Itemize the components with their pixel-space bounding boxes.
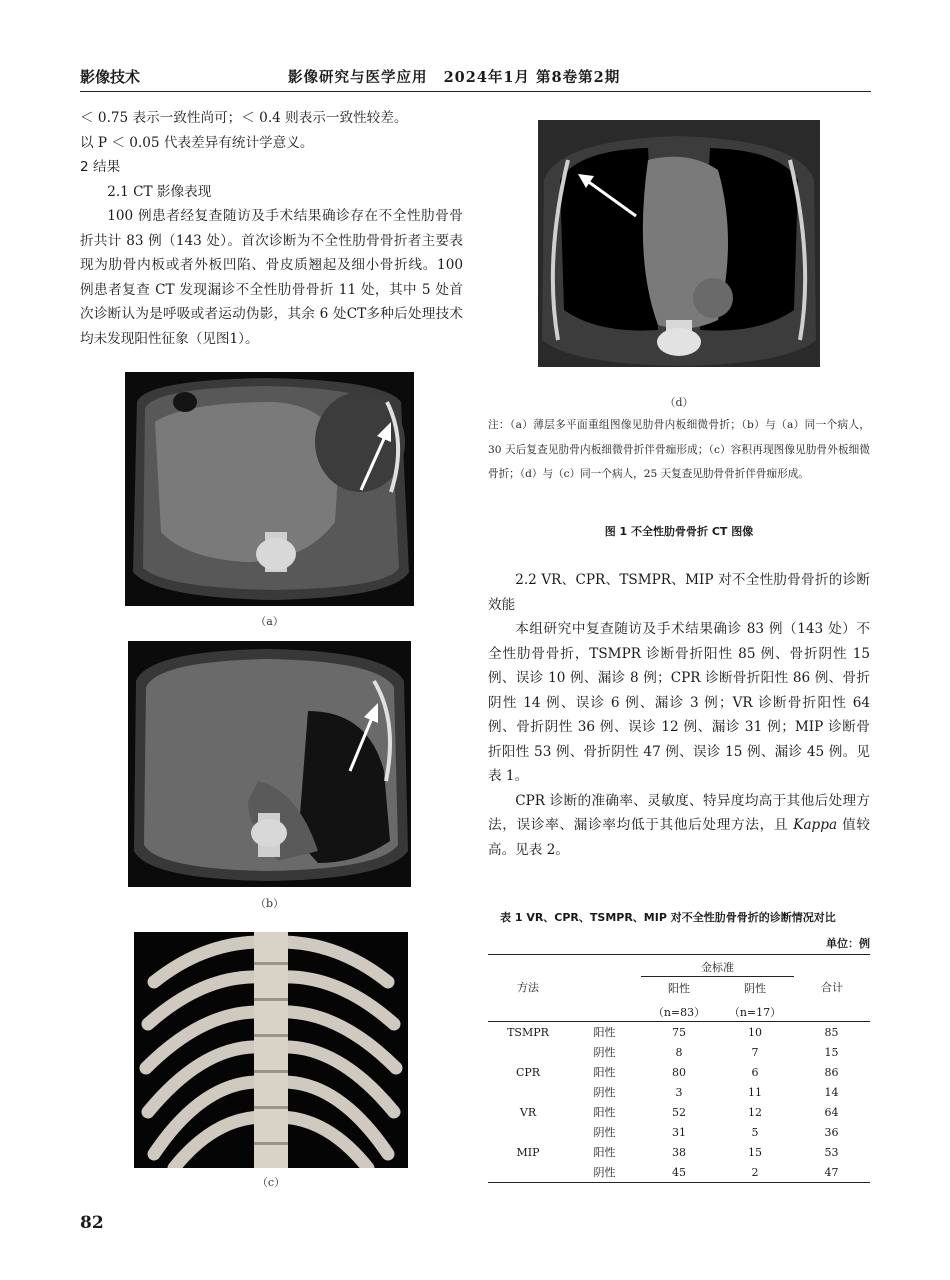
- cell-method: TSMPR: [507, 1025, 549, 1039]
- figure-title: 图 1 不全性肋骨骨折 CT 图像: [604, 525, 754, 538]
- ct-scan-a-graphic: [125, 372, 414, 606]
- paragraph-line: 以 P ＜ 0.05 代表差异有统计学意义。: [80, 134, 314, 151]
- cell-total: 86: [824, 1065, 839, 1079]
- cell-method: [488, 1162, 568, 1183]
- table-row: [488, 1022, 870, 1042]
- cell-negative: 15: [748, 1145, 762, 1159]
- cell-total: 85: [824, 1025, 839, 1039]
- cell-negative: 12: [748, 1105, 762, 1119]
- cell-result: 阳性: [593, 1066, 616, 1079]
- paragraph-cpr-summary: [488, 789, 870, 863]
- cell-result: 阳性: [593, 1106, 616, 1119]
- table-header: [488, 954, 870, 1022]
- journal-issue: 2024年1月 第8卷第2期: [443, 69, 621, 86]
- cell-result: 阴性: [593, 1086, 616, 1099]
- table-row: [488, 1162, 870, 1183]
- table-row: [488, 1142, 870, 1162]
- figure-label-b: （b）: [254, 897, 285, 910]
- col-negative-n: （n=17）: [728, 1006, 782, 1019]
- table-row: [488, 1082, 870, 1102]
- cell-positive: 52: [672, 1105, 686, 1119]
- header-rule: [80, 91, 871, 92]
- subsection-heading-efficacy: 2.2 VR、CPR、TSMPR、MIP 对不全性肋骨骨折的诊断效能: [488, 572, 870, 613]
- section-label: 影像技术: [80, 68, 141, 86]
- figure-label-d: （d）: [664, 396, 694, 409]
- cell-positive: 75: [672, 1025, 686, 1039]
- cell-total: 36: [824, 1125, 839, 1139]
- vr-image-c: [134, 932, 408, 1168]
- text-run: CPR 诊断的准确率、灵敏度、特异度均高于其他后处理方法，误诊率、漏诊率均低于其他后处理方法，且: [488, 792, 870, 833]
- table-unit: 单位：例: [826, 937, 870, 950]
- cell-negative: 11: [748, 1085, 762, 1099]
- cell-result: 阴性: [593, 1046, 616, 1059]
- cell-method: [488, 1042, 568, 1062]
- table-row: [488, 1122, 870, 1142]
- paragraph-efficacy: 本组研究中复查随访及手术结果确诊 83 例（143 处）不全性肋骨骨折，TSMPR 诊断骨折阳性 85 例、骨折阴性 15 例、误诊 10 例、漏诊 8 例；CPR 诊断骨折阳性 86 例、骨折阴性 14 例、误诊 6 例、漏诊 3 例；VR 诊断骨折阳性 64 例、骨折阴性 36 例、误诊 12 例、漏诊 31 例；MIP 诊断骨折阳性 53 例、骨折阴性 47 例、误诊 15 例、漏诊 45 例。见表 1。: [488, 621, 870, 784]
- ct-scan-b-graphic: [128, 641, 411, 887]
- col-positive: 阳性: [668, 982, 690, 995]
- cell-result: 阴性: [593, 1126, 616, 1139]
- cell-negative: 5: [751, 1125, 759, 1139]
- ct-image-b: [128, 641, 411, 887]
- cell-negative: 2: [751, 1165, 759, 1179]
- cell-result: 阴性: [593, 1166, 616, 1179]
- table-row: [488, 1042, 870, 1062]
- cell-positive: 38: [672, 1145, 686, 1159]
- table-body: [488, 1022, 870, 1183]
- subsection-heading-ct: 2.1 CT 影像表现: [107, 183, 212, 200]
- cell-total: 64: [824, 1105, 839, 1119]
- cell-positive: 31: [672, 1125, 686, 1139]
- left-column-text: [80, 106, 463, 351]
- journal-name: 影像研究与医学应用: [288, 69, 428, 86]
- ct-scan-d-graphic: [538, 120, 820, 367]
- cell-positive: 80: [672, 1065, 686, 1079]
- cell-method: CPR: [515, 1065, 541, 1079]
- cell-result: 阳性: [593, 1146, 616, 1159]
- kappa-term: Kappa: [793, 817, 838, 833]
- col-negative: 阴性: [744, 982, 766, 995]
- cell-total: 53: [824, 1145, 839, 1159]
- paragraph-line: ＜ 0.75 表示一致性尚可；＜ 0.4 则表示一致性较差。: [80, 110, 408, 126]
- cell-method: MIP: [516, 1145, 540, 1159]
- gold-standard-rule: [641, 976, 794, 977]
- comparison-table: [488, 954, 870, 1183]
- vr-rib-cage-graphic: [134, 932, 408, 1168]
- cell-positive: 3: [675, 1085, 683, 1099]
- cell-total: 14: [824, 1085, 839, 1099]
- cell-positive: 8: [675, 1045, 683, 1059]
- table-row: [488, 1062, 870, 1082]
- col-gold-standard: 金标准: [701, 961, 734, 974]
- journal-header: [288, 66, 620, 87]
- section-heading-results: 2 结果: [80, 159, 121, 175]
- paragraph-ct-findings: 100 例患者经复查随访及手术结果确诊存在不全性肋骨骨折共计 83 例（143 处）。首次诊断为不全性肋骨骨折者主要表现为肋骨内板或者外板凹陷、骨皮质翘起及细小骨折线。100 例患者复查 CT 发现漏诊不全性肋骨骨折 11 处，其中 5 处首次诊断认为是呼吸或者运动伪影，其余 6 处CT多种后处理技术均未发现阳性征象（见图1）。: [80, 208, 463, 347]
- table-row: [488, 1102, 870, 1122]
- right-column-text: [488, 568, 870, 862]
- cell-method: VR: [519, 1105, 537, 1119]
- text-run: 值较高。见表 2。: [488, 817, 870, 858]
- cell-method: [488, 1082, 568, 1102]
- cell-positive: 45: [672, 1165, 686, 1179]
- ct-image-a: [125, 372, 414, 606]
- col-method: 方法: [517, 981, 539, 994]
- figure-label-a: （a）: [255, 615, 284, 628]
- col-total: 合计: [821, 981, 843, 994]
- ct-image-d: [538, 120, 820, 367]
- cell-total: 47: [824, 1165, 839, 1179]
- cell-method: [488, 1122, 568, 1142]
- figure-label-c: （c）: [256, 1176, 286, 1189]
- cell-total: 15: [824, 1045, 839, 1059]
- page-number: 82: [80, 1213, 104, 1233]
- cell-negative: 6: [751, 1065, 759, 1079]
- figure-note: 注：（a）薄层多平面重组图像见肋骨内板细微骨折；（b）与（a）同一个病人，30 天后复查见肋骨内板细微骨折伴骨痂形成；（c）容积再现图像见肋骨外板细微骨折；（d）与（c）同一个病人，25 天复查见肋骨骨折伴骨痂形成。: [488, 419, 870, 480]
- cell-result: 阳性: [593, 1026, 616, 1039]
- cell-negative: 10: [748, 1025, 762, 1039]
- table-title: 表 1 VR、CPR、TSMPR、MIP 对不全性肋骨骨折的诊断情况对比: [500, 911, 836, 924]
- cell-negative: 7: [751, 1045, 759, 1059]
- col-positive-n: （n=83）: [652, 1006, 706, 1019]
